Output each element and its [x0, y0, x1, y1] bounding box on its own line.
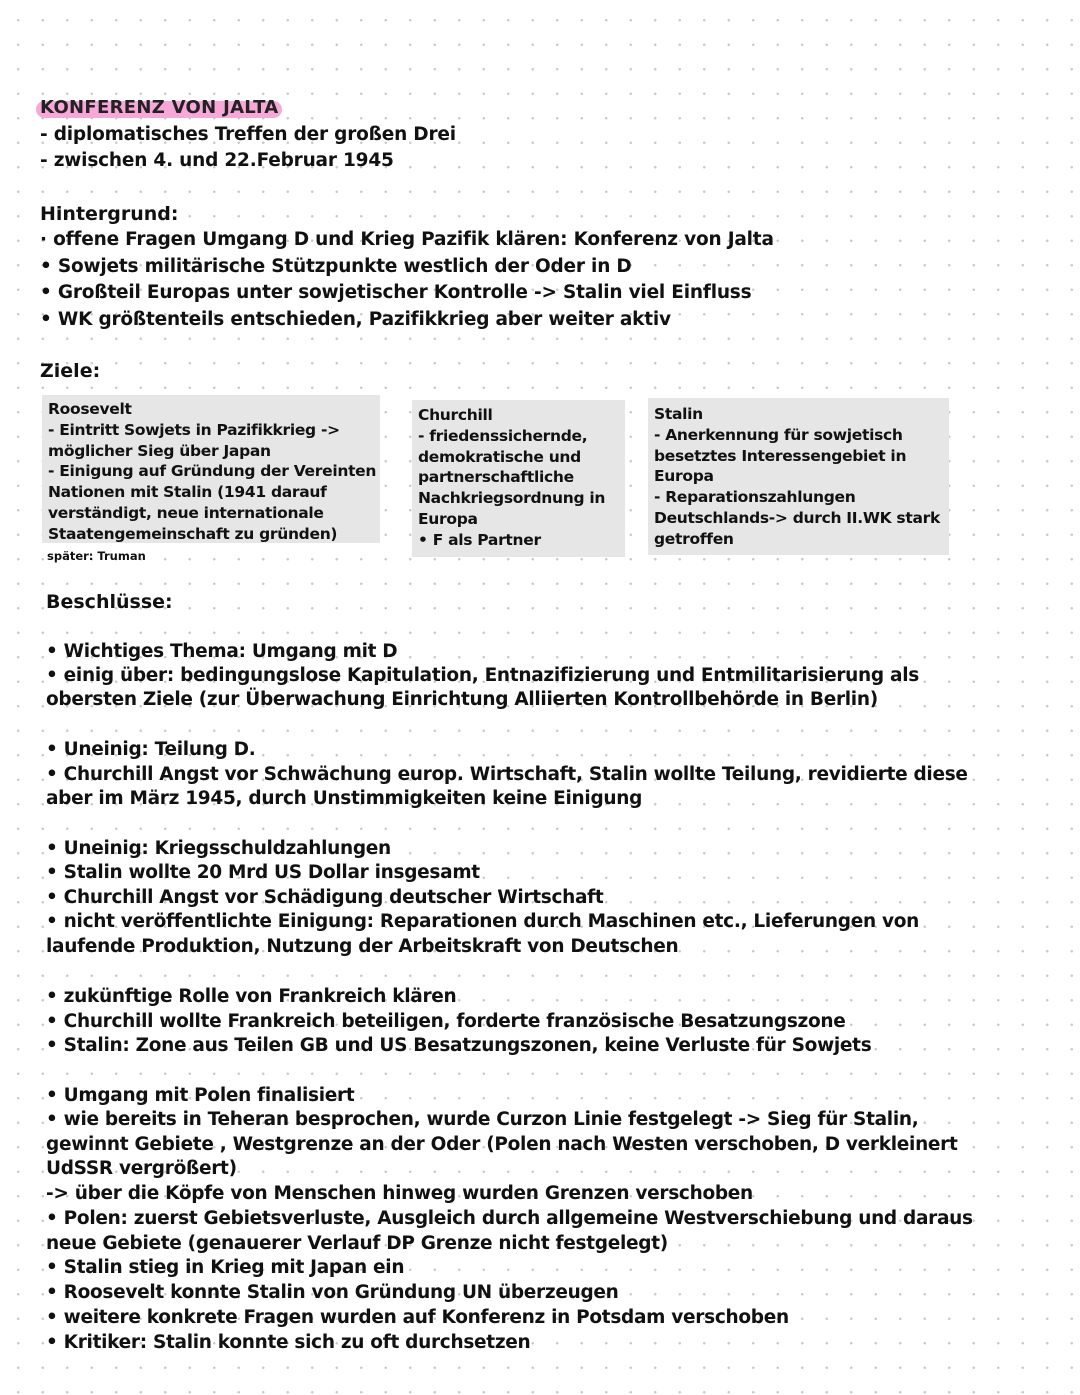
section-heading-hintergrund: Hintergrund: [40, 203, 179, 225]
goal-line: verständigt, neue internationale [48, 503, 324, 522]
intro-line: - zwischen 4. und 22.Februar 1945 [40, 150, 394, 171]
beschluss-line: obersten Ziele (zur Überwachung Einrichtung Alliierten Kontrollbehörde in Berlin) [46, 689, 878, 710]
beschluss-line: • Umgang mit Polen finalisiert [46, 1085, 355, 1106]
goal-line: Churchill [418, 406, 493, 424]
beschluss-line: • Stalin wollte 20 Mrd US Dollar insgesamt [46, 862, 480, 883]
goal-line: - Reparationszahlungen [654, 488, 856, 507]
goal-line: Nachkriegsordnung in [418, 489, 606, 508]
goal-line: Stalin [654, 405, 703, 423]
beschluss-line: neue Gebiete (genauerer Verlauf DP Grenze nicht festgelegt) [46, 1233, 668, 1254]
beschluss-line: • Uneinig: Teilung D. [46, 739, 256, 760]
beschluss-line: • Wichtiges Thema: Umgang mit D [46, 641, 398, 662]
hintergrund-item: · offene Fragen Umgang D und Krieg Pazifik klären: Konferenz von Jalta [40, 229, 774, 250]
beschluss-line: • Stalin stieg in Krieg mit Japan ein [46, 1257, 405, 1278]
section-heading-ziele: Ziele: [40, 360, 101, 382]
goal-box-churchill [412, 400, 625, 557]
beschluss-line: gewinnt Gebiete , Westgrenze an der Oder (Polen nach Westen verschoben, D verkleinert [46, 1134, 958, 1155]
beschluss-line: • einig über: bedingungslose Kapitulation, Entnazifizierung und Entmilitarisierung als [46, 665, 919, 686]
goal-line: partnerschaftliche [418, 468, 574, 487]
beschluss-line: • Stalin: Zone aus Teilen GB und US Besatzungszonen, keine Verluste für Sowjets [46, 1035, 872, 1056]
goal-line: besetztes Interessengebiet in [654, 446, 907, 465]
goal-line: demokratische und [418, 447, 581, 466]
goal-box-roosevelt [42, 395, 380, 543]
goal-line: Staatengemeinschaft zu gründen) [48, 524, 338, 543]
intro-line: - diplomatisches Treffen der großen Drei [40, 124, 456, 145]
goal-line: Deutschlands-> durch II.WK stark [654, 508, 940, 527]
beschluss-line: • wie bereits in Teheran besprochen, wurde Curzon Linie festgelegt -> Sieg für Stalin, [46, 1109, 919, 1130]
goal-line: - Eintritt Sowjets in Pazifikkrieg -> [48, 420, 340, 439]
beschluss-line: • weitere konkrete Fragen wurden auf Konferenz in Potsdam verschoben [46, 1307, 789, 1328]
beschluss-line: • Churchill Angst vor Schädigung deutscher Wirtschaft [46, 887, 604, 908]
goal-line: Roosevelt [48, 400, 132, 418]
goal-line: getroffen [654, 529, 734, 548]
hintergrund-item: • Sowjets militärische Stützpunkte westlich der Oder in D [40, 256, 632, 277]
beschluss-line: • Churchill wollte Frankreich beteiligen, forderte französische Besatzungszone [46, 1011, 846, 1032]
goal-box-stalin [648, 398, 949, 555]
beschluss-line: aber im März 1945, durch Unstimmigkeiten keine Einigung [46, 788, 643, 809]
goal-line: • F als Partner [418, 530, 541, 549]
section-heading-beschluesse: Beschlüsse: [46, 591, 173, 613]
beschluss-line: • nicht veröffentlichte Einigung: Reparationen durch Maschinen etc., Lieferungen von [46, 911, 920, 932]
beschluss-line: • zukünftige Rolle von Frankreich klären [46, 986, 457, 1007]
goal-line: möglicher Sieg über Japan [48, 441, 271, 460]
goal-line: Nationen mit Stalin (1941 darauf [48, 483, 327, 502]
goal-line: - Einigung auf Gründung der Vereinten [48, 462, 377, 481]
goal-line: - friedenssichernde, [418, 426, 588, 445]
beschluss-line: • Churchill Angst vor Schwächung europ. Wirtschaft, Stalin wollte Teilung, revidierte diese [46, 764, 968, 785]
beschluss-line: • Kritiker: Stalin konnte sich zu oft durchsetzen [46, 1332, 531, 1353]
page-title: KONFERENZ VON JALTA [40, 97, 279, 118]
roosevelt-note: später: Truman [47, 549, 146, 563]
hintergrund-item: • WK größtenteils entschieden, Pazifikkrieg aber weiter aktiv [40, 309, 671, 330]
goal-line: - Anerkennung für sowjetisch [654, 425, 903, 444]
goal-line: Europa [654, 467, 714, 486]
beschluss-line: -> über die Köpfe von Menschen hinweg wurden Grenzen verschoben [46, 1183, 753, 1204]
beschluss-line: • Roosevelt konnte Stalin von Gründung UN überzeugen [46, 1282, 619, 1303]
beschluss-line: UdSSR vergrößert) [46, 1158, 237, 1179]
goal-line: Europa [418, 509, 478, 528]
beschluss-line: • Polen: zuerst Gebietsverluste, Ausgleich durch allgemeine Westverschiebung und daraus [46, 1208, 973, 1229]
beschluss-line: laufende Produktion, Nutzung der Arbeitskraft von Deutschen [46, 936, 679, 957]
beschluss-line: • Uneinig: Kriegsschuldzahlungen [46, 838, 391, 859]
hintergrund-item: • Großteil Europas unter sowjetischer Kontrolle -> Stalin viel Einfluss [40, 282, 752, 303]
